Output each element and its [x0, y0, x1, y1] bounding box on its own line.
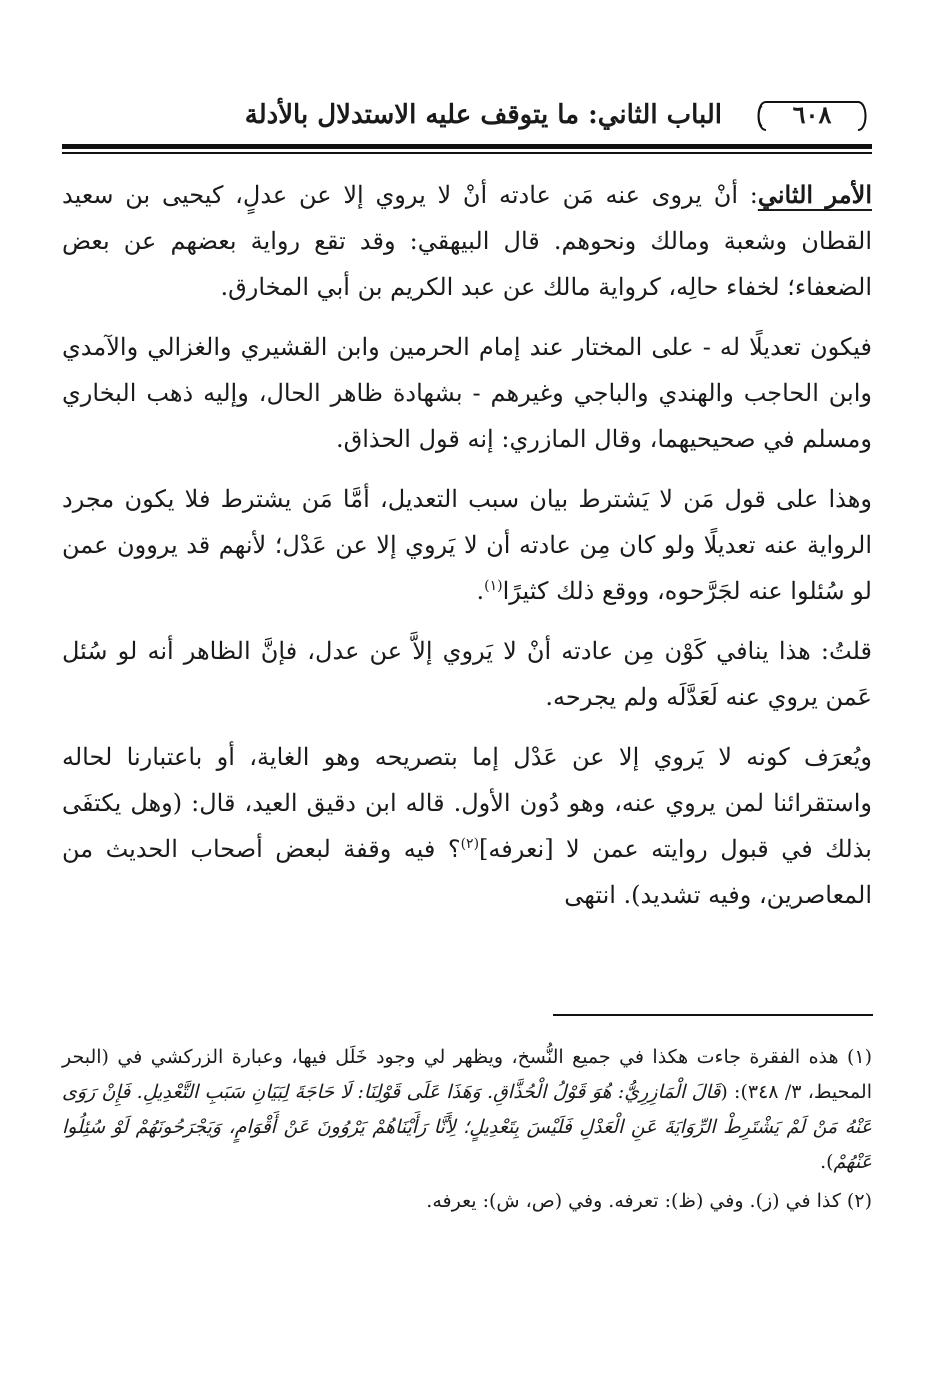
paragraph-text: وهذا على قول مَن لا يَشترط بيان سبب التعديل، أمَّا مَن يشترط فلا يكون مجرد الرواية عنه تعديلًا ولو كان مِن عادته أن لا يَروي إلا عن عَدْل؛ لأنهم قد يروون عمن لو سُئلوا عنه لجَرَّحوه، ووقع ذلك كثيرًا	[62, 485, 872, 605]
footnotes	[62, 1040, 872, 1223]
paragraph	[62, 476, 872, 614]
section-heading: الأمر الثاني	[757, 180, 873, 209]
footnote-marker: (١)	[484, 578, 503, 594]
footnote-text: (١) هذه الفقرة جاءت هكذا في جميع النُّسخ، ويظهر لي وجود خَلَل فيها، وعبارة الزركشي في (البحر المحيط، ٣/ ٣٤٨): (	[62, 1046, 872, 1103]
page-number-badge	[752, 96, 872, 136]
running-header	[62, 96, 872, 144]
paragraph-text: قلتُ: هذا ينافي كَوْن مِن عادته أنْ لا يَروي إلاَّ عن عدل، فإنَّ الظاهر أنه لو سُئل عَمن يروي عنه لَعَدَّلَه ولم يجرحه.	[62, 637, 872, 711]
header-rule-thin	[62, 152, 872, 154]
paragraph	[62, 172, 872, 310]
footnote	[62, 1040, 872, 1180]
footnote-text: (٢) كذا في (ز). وفي (ظ): تعرفه. وفي (ص، ش): يعرفه.	[426, 1190, 872, 1212]
paragraph-tail: ؟ فيه وقفة لبعض أصحاب الحديث من المعاصرين، وفيه تشديد). انتهى	[62, 835, 872, 909]
paragraph-tail: .	[476, 577, 485, 605]
paragraph	[62, 628, 872, 720]
paragraph-text: : أنْ يروى عنه مَن عادته أنْ لا يروي إلا عن عدلٍ، كيحيى بن سعيد القطان وشعبة ومالك ونحوهم. قال البيهقي: وقد تقع رواية بعضهم عن بعض الضعفاء؛ لخفاء حالِه، كرواية مالك عن عبد الكريم بن أبي المخارق.	[62, 181, 873, 301]
paragraph	[62, 324, 872, 462]
page-number: ٦٠٨	[792, 100, 832, 129]
footnote-separator	[553, 1014, 873, 1016]
footnote-marker: (٢)	[460, 836, 480, 852]
paragraph-text: فيكون تعديلًا له - على المختار عند إمام الحرمين وابن القشيري والغزالي والآمدي وابن الحاجب والهندي والباجي وغيرهم - بشهادة ظاهر الحال، وإليه ذهب البخاري ومسلم في صحيحيهما، وقال المازري: إنه قول الحذاق.	[62, 333, 872, 453]
chapter-title: الباب الثاني: ما يتوقف عليه الاستدلال بالأدلة	[244, 100, 722, 130]
footnote-tail: ).	[820, 1151, 834, 1173]
paragraph	[62, 734, 872, 918]
footnote	[62, 1184, 872, 1219]
main-text	[62, 172, 872, 932]
header-rule-thick	[62, 144, 872, 149]
footnote-quote: قَالَ الْمَازِرِيُّ: هُوَ قَوْلُ الْحُذَّاقِ. وَهَذَا عَلَى قَوْلِنَا: لَا حَاجَةَ لِبَيَانِ سَبَبِ التَّعْدِيلِ. فَإِنْ رَوَى عَنْهُ مَنْ لَمْ يَشْتَرِطْ الرِّوَايَةَ عَنِ الْعَدْلِ فَلَيْسَ بِتَعْدِيلٍ؛ لِأَنَّا رَأَيْنَاهُمْ يَرْوُونَ عَنْ أَقْوَامٍ، وَيَجْرَحُونَهُمْ لَوْ سُئِلُوا عَنْهُمْ	[62, 1081, 872, 1173]
paragraph-text: ويُعرَف كونه لا يَروي إلا عن عَدْل إما بتصريحه وهو الغاية، أو باعتبارنا لحاله واستقرائنا لمن يروي عنه، وهو دُون الأول. قاله ابن دقيق العيد، قال: (وهل يكتفَى بذلك في قبول روايته عمن لا [نعرفه]	[62, 743, 872, 863]
